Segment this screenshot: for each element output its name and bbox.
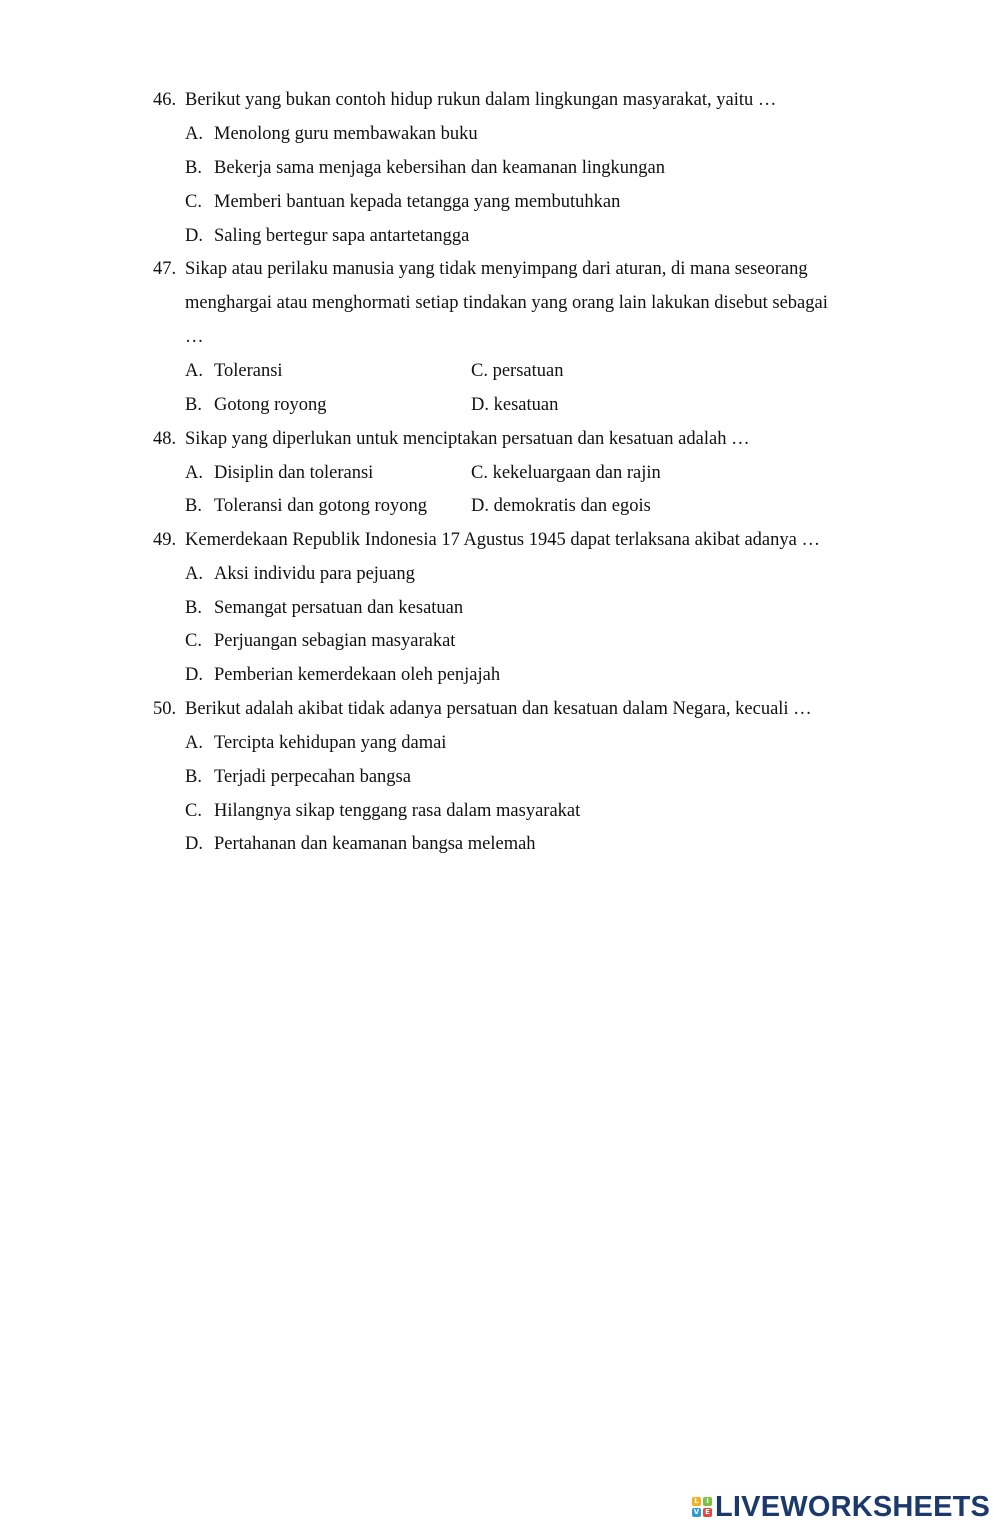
option-label: D. [471, 395, 489, 415]
question-text: … [185, 327, 204, 347]
question-text: menghargai atau menghormati setiap tindakan yang orang lain lakukan disebut sebagai [185, 293, 828, 313]
option-text: Menolong guru membawakan buku [214, 124, 478, 144]
logo-mark-tile: L [692, 1497, 701, 1506]
option-label: D. [185, 226, 203, 246]
option-label: C. [185, 192, 202, 212]
question-text: Berikut adalah akibat tidak adanya persatuan dan kesatuan dalam Negara, kecuali … [185, 699, 812, 719]
option-label: A. [185, 124, 203, 144]
option-text: persatuan [492, 361, 564, 381]
option-text: Hilangnya sikap tenggang rasa dalam masyarakat [214, 801, 581, 821]
option-label: D. [185, 834, 203, 854]
option-text: kesatuan [493, 395, 559, 415]
option-label: B. [185, 158, 202, 178]
question-text: Sikap yang diperlukan untuk menciptakan persatuan dan kesatuan adalah … [185, 429, 750, 449]
logo-mark-tile: I [703, 1497, 712, 1506]
option-48-b[interactable]: Toleransi dan gotong royong [214, 496, 427, 516]
option-47-b[interactable]: Gotong royong [214, 395, 327, 415]
option-47-a[interactable]: Toleransi [214, 361, 283, 381]
option-48-a[interactable]: Disiplin dan toleransi [214, 463, 374, 483]
option-47-c[interactable] [471, 360, 563, 382]
question-text: Berikut yang bukan contoh hidup rukun dalam lingkungan masyarakat, yaitu … [185, 90, 777, 110]
question-number: 50. [153, 699, 177, 719]
question-number: 47. [153, 259, 177, 279]
option-text: demokratis dan egois [493, 496, 651, 516]
option-text: Pemberian kemerdekaan oleh penjajah [214, 665, 501, 685]
question-number: 46. [153, 90, 177, 110]
option-text: Saling bertegur sapa antartetangga [214, 226, 470, 246]
option-label: C. [185, 631, 202, 651]
option-label: A. [185, 564, 203, 584]
question-number: 49. [153, 530, 177, 550]
option-label[interactable]: A. [185, 361, 203, 381]
logo-mark-tile: V [693, 1508, 700, 1516]
option-label: B. [185, 767, 202, 787]
option-text: Tercipta kehidupan yang damai [214, 733, 447, 753]
option-label[interactable]: B. [185, 496, 202, 516]
option-label[interactable]: A. [185, 463, 203, 483]
option-text: Semangat persatuan dan kesatuan [214, 598, 464, 618]
option-text: Pertahanan dan keamanan bangsa melemah [214, 834, 536, 854]
question-text: Sikap atau perilaku manusia yang tidak menyimpang dari aturan, di mana seseorang [185, 259, 808, 279]
question-text: Kemerdekaan Republik Indonesia 17 Agustus 1945 dapat terlaksana akibat adanya … [185, 530, 820, 550]
option-label: A. [185, 733, 203, 753]
liveworksheets-logo [692, 1490, 990, 1524]
option-text: Terjadi perpecahan bangsa [214, 767, 411, 787]
logo-mark-tile: E [703, 1508, 712, 1517]
liveworksheets-logo-icon [692, 1497, 712, 1517]
option-47-d[interactable] [471, 394, 558, 416]
option-text: Bekerja sama menjaga kebersihan dan keamanan lingkungan [214, 158, 666, 178]
option-label: B. [185, 598, 202, 618]
option-text: Aksi individu para pejuang [214, 564, 415, 584]
option-label[interactable]: B. [185, 395, 202, 415]
option-label: D. [185, 665, 203, 685]
option-label: C. [471, 463, 488, 483]
question-number: 48. [153, 429, 177, 449]
option-text: kekeluargaan dan rajin [492, 463, 661, 483]
option-label: D. [471, 496, 489, 516]
option-label: C. [185, 801, 202, 821]
option-text: Perjuangan sebagian masyarakat [214, 631, 456, 651]
option-text: Memberi bantuan kepada tetangga yang membutuhkan [214, 192, 621, 212]
option-48-d[interactable] [471, 495, 651, 517]
option-label: C. [471, 361, 488, 381]
liveworksheets-logo-text: LIVEWORKSHEETS [715, 1491, 991, 1523]
option-48-c[interactable] [471, 462, 661, 484]
